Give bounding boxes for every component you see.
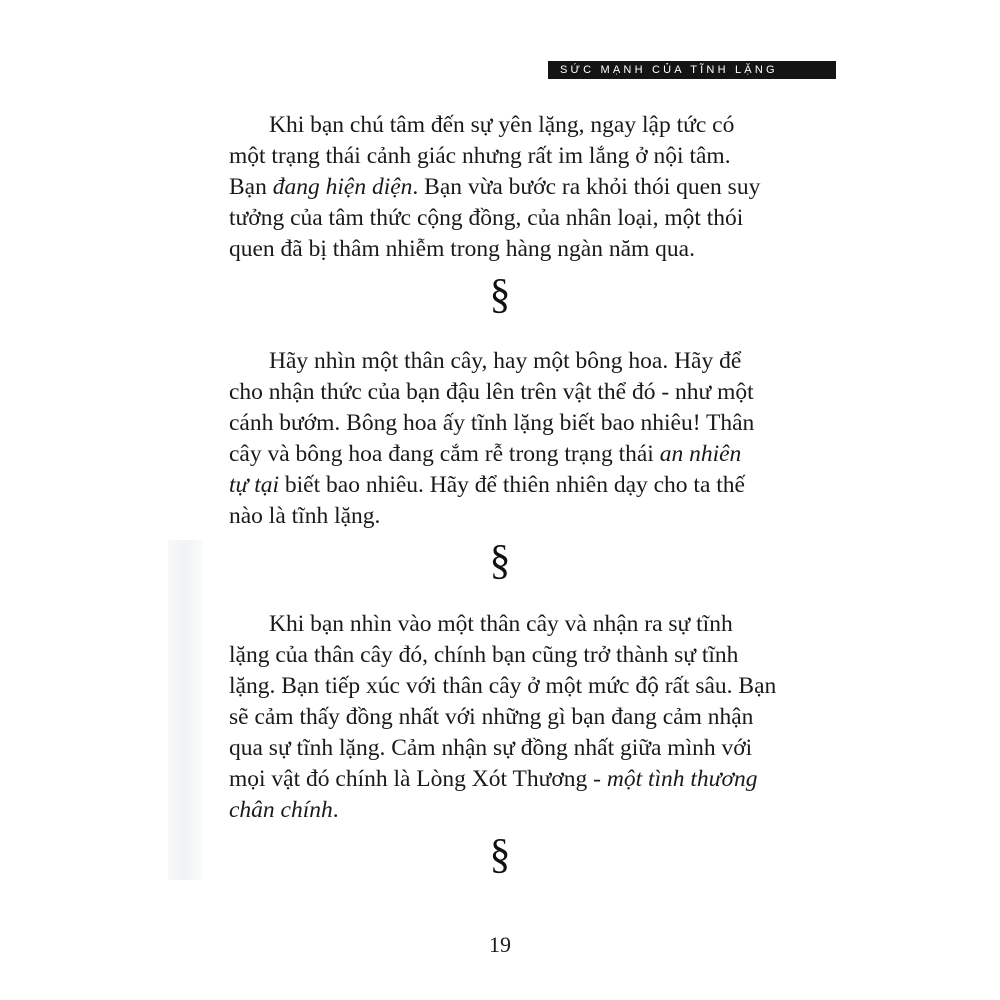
paragraph-2-line-4-italic: an nhiên <box>659 441 742 467</box>
paragraph-3-line-1: Khi bạn nhìn vào một thân cây và nhận ra sự tĩnh <box>269 611 733 637</box>
page-number: 19 <box>489 932 511 957</box>
paragraph-3-line-5: qua sự tĩnh lặng. Cảm nhận sự đồng nhất giữa mình với <box>229 735 753 761</box>
paragraph-3-line-2: lặng của thân cây đó, chính bạn cũng trở thành sự tĩnh <box>229 642 739 668</box>
running-header-title: SỨC MẠNH CỦA TĨNH LẶNG <box>560 64 778 76</box>
paragraph-3-line-4: sẽ cảm thấy đồng nhất với những gì bạn đang cảm nhận <box>229 704 754 730</box>
paragraph-3-line-7-italic: chân chính <box>229 797 333 823</box>
section-mark-3: § <box>489 832 511 878</box>
paragraph-2-line-5-text: biết bao nhiêu. Hãy để thiên nhiên dạy cho ta thế <box>279 472 745 498</box>
page-gutter-shading <box>168 540 202 880</box>
paragraph-2-line-5-italic: tự tại <box>229 472 280 498</box>
running-header <box>548 61 836 79</box>
paragraph-2-line-6: nào là tĩnh lặng. <box>229 503 381 529</box>
paragraph-1-line-5: quen đã bị thâm nhiễm trong hàng ngàn năm qua. <box>229 236 695 262</box>
section-mark-2: § <box>489 538 511 584</box>
paragraph-3-line-6-italic: một tình thương <box>606 766 758 792</box>
section-mark-1: § <box>489 272 511 318</box>
paragraph-2-line-2: cho nhận thức của bạn đậu lên trên vật thể đó - như một <box>229 379 754 405</box>
paragraph-2-line-4 <box>229 439 789 470</box>
paragraph-3-line-7-text: . <box>332 797 339 823</box>
paragraph-2-line-4-text: cây và bông hoa đang cắm rễ trong trạng thái <box>229 441 660 467</box>
paragraph-1-line-1: Khi bạn chú tâm đến sự yên lặng, ngay lập tức có <box>269 112 735 138</box>
paragraph-3 <box>229 609 789 826</box>
paragraph-1-line-3-italic: đang hiện diện <box>272 174 413 200</box>
paragraph-2-line-3: cánh bướm. Bông hoa ấy tĩnh lặng biết bao nhiêu! Thân <box>229 410 755 436</box>
paragraph-1 <box>229 110 789 265</box>
paragraph-1-line-4: tưởng của tâm thức cộng đồng, của nhân loại, một thói <box>229 205 744 231</box>
paragraph-3-line-3: lặng. Bạn tiếp xúc với thân cây ở một mức độ rất sâu. Bạn <box>229 673 777 699</box>
paragraph-1-line-3-text-a: Bạn <box>229 174 273 200</box>
paragraph-2 <box>229 346 789 532</box>
paragraph-3-line-7 <box>229 795 789 826</box>
paragraph-3-line-6-text: mọi vật đó chính là Lòng Xót Thương - <box>229 766 607 792</box>
paragraph-2-line-1: Hãy nhìn một thân cây, hay một bông hoa. Hãy để <box>269 348 742 374</box>
paragraph-1-line-3 <box>229 172 789 203</box>
paragraph-3-line-6 <box>229 764 789 795</box>
paragraph-2-line-5 <box>229 470 789 501</box>
paragraph-1-line-3-text-c: . Bạn vừa bước ra khỏi thói quen suy <box>412 174 761 200</box>
paragraph-1-line-2: một trạng thái cảnh giác nhưng rất im lắng ở nội tâm. <box>229 143 731 169</box>
